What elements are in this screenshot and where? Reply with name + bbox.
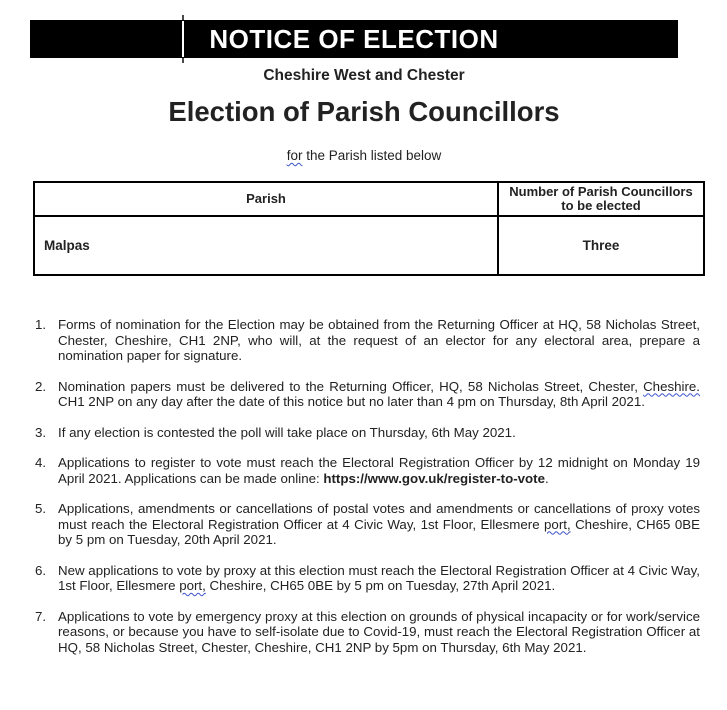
text-segment: Forms of nomination for the Election may be obtained from the Returning Officer at HQ, 58 Nicholas Street, Chester, Cheshire, CH1 2NP, who will, at the request of an elector for any electoral area, prepare a nomination paper for signature.: [58, 317, 700, 363]
item-text: [58, 501, 700, 548]
text-segment: Applications, amendments or cancellations of postal votes and amendments or cancellations of proxy votes must reach the Electoral Registration Officer at 4 Civic Way, 1st Floor, Ellesmere: [58, 501, 700, 532]
text-segment: Cheshire, CH65 0BE by 5 pm on Tuesday, 20th April 2021.: [58, 516, 700, 547]
text-cursor-tick-bottom: [182, 58, 184, 63]
subtitle: [30, 148, 698, 163]
banner-title: NOTICE OF ELECTION: [209, 24, 499, 54]
notice-item-1: [35, 317, 700, 364]
notice-banner: [30, 20, 678, 58]
parish-table: [33, 181, 705, 276]
text-cursor: [182, 21, 184, 57]
text-segment: Nomination papers must be delivered to the Returning Officer, HQ, 58 Nicholas Street, Chester,: [58, 378, 644, 394]
text-segment: Cheshire.: [643, 378, 700, 394]
register-to-vote-url[interactable]: https://www.gov.uk/register-to-vote: [323, 470, 546, 486]
councillors-column-header: Number of Parish Councillors to be elected: [498, 182, 704, 216]
item-text: [58, 609, 700, 656]
item-text: [58, 317, 700, 364]
text-segment: port,: [179, 578, 206, 593]
text-segment: the Parish listed below: [302, 148, 442, 163]
notice-item-4: [35, 455, 700, 486]
text-segment: Applications to vote by emergency proxy at this election on grounds of physical incapacity or for work/service reasons, or because you have to self-isolate due to Covid-19, must reach the Electoral Registration Officer at HQ, 58 Nicholas Street, Chester, Cheshire, CH1 2NP by 5pm on Thursday, 6th May 2021.: [58, 608, 700, 655]
item-number: 5.: [35, 501, 47, 516]
notice-item-5: [35, 501, 700, 548]
item-number: 2.: [35, 378, 47, 394]
page-title: Election of Parish Councillors: [168, 96, 560, 127]
item-text: [58, 379, 700, 410]
item-number: 4.: [35, 455, 47, 470]
text-segment: Cheshire, CH65 0BE by 5 pm on Tuesday, 27th April 2021.: [205, 578, 556, 593]
item-number: 3.: [35, 424, 47, 440]
item-number: 7.: [35, 608, 47, 624]
notice-item-6: [35, 563, 700, 594]
text-segment: New applications to vote by proxy at this election must reach the Electoral Registration Officer at 4 Civic Way, 1st Floor, Ellesmere: [58, 562, 700, 593]
parish-column-header: Parish: [34, 182, 498, 216]
councillors-count-cell: Three: [498, 216, 704, 275]
item-text: [58, 455, 700, 486]
item-number: 1.: [35, 317, 47, 332]
item-text: [58, 563, 700, 594]
table-row: [34, 216, 704, 275]
item-text: [58, 425, 700, 441]
text-segment: for: [286, 148, 303, 163]
text-segment: port,: [544, 516, 571, 532]
authority-name: Cheshire West and Chester: [263, 67, 465, 84]
parish-name-cell: Malpas: [34, 216, 498, 275]
text-segment: If any election is contested the poll will take place on Thursday, 6th May 2021.: [58, 424, 516, 440]
notice-item-7: [35, 609, 700, 656]
notice-item-3: [35, 425, 700, 441]
notice-item-2: [35, 379, 700, 410]
item-number: 6.: [35, 562, 47, 578]
text-segment: CH1 2NP on any day after the date of this notice but no later than 4 pm on Thursday, 8th April 2021.: [58, 394, 645, 409]
text-segment: .: [545, 470, 549, 486]
text-segment: Applications to register to vote must reach the Electoral Registration Officer by 12 midnight on Monday 19 April 2021. Applications can be made online:: [58, 455, 700, 486]
notice-items: [35, 317, 700, 670]
table-header-row: [34, 182, 704, 216]
